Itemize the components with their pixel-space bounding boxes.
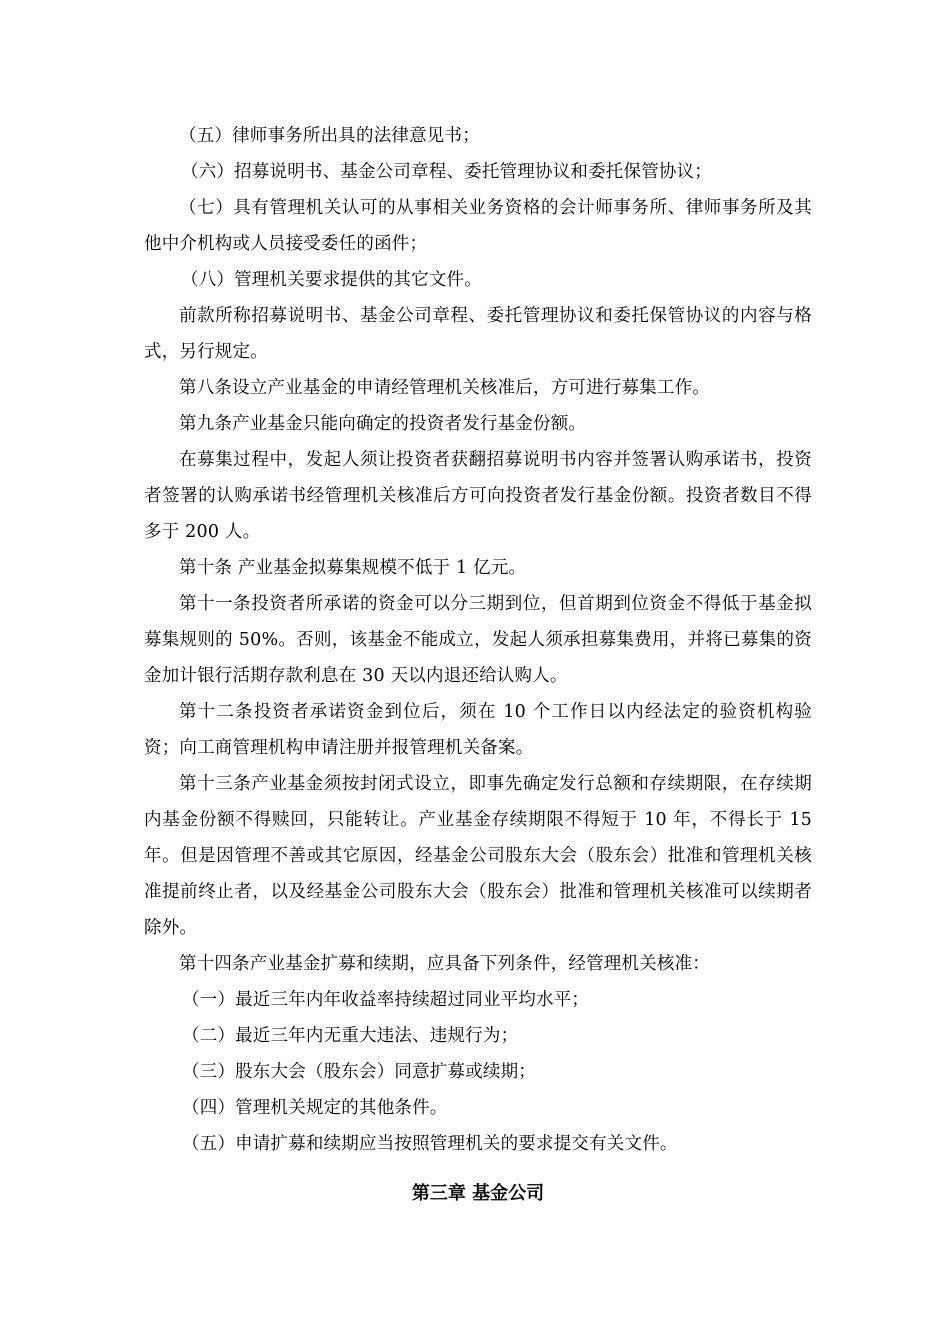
paragraph-fundraising-process: 在募集过程中，发起人须让投资者获翻招募说明书内容并签署认购承诺书，投资者签署的认购承诺书经管理机关核准后方可向投资者发行基金份额。投资者数目不得多于 200 人。 (144, 450, 812, 542)
paragraph-item-5-legal-opinion: （五）律师事务所出具的法律意见书； (179, 126, 480, 146)
paragraph-format-note: 前款所称招募说明书、基金公司章程、委托管理协议和委托保管协议的内容与格式，另行规定。 (144, 306, 812, 362)
paragraph-condition-2: （二）最近三年内无重大违法、违规行为； (182, 1026, 519, 1046)
paragraph-article-10: 第十条 产业基金拟募集规模不低于 1 亿元。 (179, 558, 527, 578)
paragraph-item-7-intermediaries: （七）具有管理机关认可的从事相关业务资格的会计师事务所、律师事务所及其他中介机构或人员接受委任的函件； (144, 198, 812, 254)
paragraph-article-8: 第八条设立产业基金的申请经管理机关核准后，方可进行募集工作。 (179, 378, 710, 398)
paragraph-article-9: 第九条产业基金只能向确定的投资者发行基金份额。 (179, 414, 587, 434)
paragraph-condition-1: （一）最近三年内年收益率持续超过同业平均水平； (182, 990, 590, 1010)
paragraph-article-13: 第十三条产业基金须按封闭式设立，即事先确定发行总额和存续期限，在存续期内基金份额不得赎回，只能转让。产业基金存续期限不得短于 10 年，不得长于 15 年。但是因管理不善或其它原因，经基金公司股东大会（股东会）批准和管理机关核准提前终止者，以及经基金公司股东大会（股东会）批准和管理机关核准可以续期者除外。 (144, 774, 812, 938)
paragraph-item-6-prospectus: （六）招募说明书、基金公司章程、委托管理协议和委托保管协议； (181, 162, 712, 182)
paragraph-article-14: 第十四条产业基金扩募和续期，应具备下列条件，经管理机关核准： (179, 954, 710, 974)
paragraph-condition-4: （四）管理机关规定的其他条件。 (182, 1098, 448, 1118)
paragraph-article-12: 第十二条投资者承诺资金到位后，须在 10 个工作日以内经法定的验资机构验资；向工商管理机构申请注册并报管理机关备案。 (144, 702, 812, 758)
paragraph-condition-5: （五）申请扩募和续期应当按照管理机关的要求提交有关文件。 (182, 1134, 678, 1154)
document-body (144, 118, 812, 1212)
chapter-heading: 第三章 基金公司 (411, 1183, 545, 1204)
paragraph-condition-3: （三）股东大会（股东会）同意扩募或续期； (182, 1062, 536, 1082)
paragraph-article-11: 第十一条投资者所承诺的资金可以分三期到位，但首期到位资金不得低于基金拟募集规则的 50%。否则，该基金不能成立，发起人须承担募集费用，并将已募集的资金加计银行活期存款利息在 30 天以内退还给认购人。 (144, 594, 812, 686)
paragraph-item-8-other-documents: （八）管理机关要求提供的其它文件。 (181, 270, 482, 290)
